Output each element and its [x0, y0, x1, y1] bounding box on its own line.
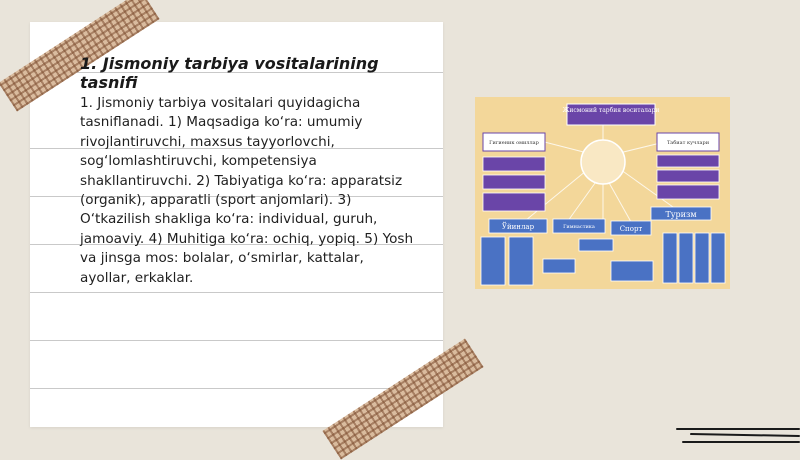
classification-diagram-image [475, 97, 730, 289]
decorative-pen-line [690, 433, 800, 437]
paper-rule [30, 388, 443, 389]
diagram-side-left-box-2 [509, 237, 533, 285]
diagram-tourism-label: Туризм [665, 210, 697, 219]
diagram-vertical-box [679, 233, 693, 283]
diagram-games-label: Ўйинлар [501, 223, 535, 231]
diagram-svg [475, 97, 730, 289]
diagram-right-box [657, 185, 719, 199]
decorative-pen-line [682, 441, 800, 443]
paper-rule [30, 292, 443, 293]
diagram-vertical-box [663, 233, 677, 283]
diagram-center-circle [581, 140, 625, 184]
decorative-pen-line [676, 428, 800, 430]
diagram-left-head-label: Гигиеник омиллар [489, 140, 539, 146]
diagram-side-left-box [481, 237, 505, 285]
diagram-gym-label: Гимнастика [563, 224, 595, 230]
diagram-left-box [483, 193, 545, 211]
paper-rule [30, 340, 443, 341]
diagram-vertical-box [695, 233, 709, 283]
diagram-left-box [483, 175, 545, 189]
diagram-sport-games-box [611, 261, 653, 281]
diagram-right-box [657, 155, 719, 167]
diagram-right-head-label: Табиат кучлари [666, 140, 710, 146]
diagram-top-label: Жисмоний тарбия воситалари [562, 107, 660, 114]
diagram-small-box [579, 239, 613, 251]
slide-body-text: 1. Jismoniy tarbiya vositalari quyidagicha tasniflanadi. 1) Maqsadiga ko‘ra: umumiy rivojlantiruvchi, maxsus tayyorlovchi, sog‘lomlashtiruvchi, kompetensiya shakllantiruvchi. 2) Tabiyatiga ko‘ra: apparatsiz (organik), apparatli (sport anjomlari). 3) O‘tkazilish shakliga ko‘ra: individual, guruh, jamoaviy. 4) Muhitiga ko‘ra: ochiq, yopiq. 5) Yosh va jinsga mos: bolalar, o‘smirlar, kattalar, ayollar, erkaklar. [80, 95, 414, 286]
diagram-vertical-box [711, 233, 725, 283]
diagram-right-box [657, 170, 719, 182]
diagram-bottom-box [543, 259, 575, 273]
slide-title: 1. Jismoniy tarbiya vositalarining tasnifi [80, 54, 379, 92]
diagram-sport-label: Спорт [619, 225, 643, 233]
diagram-left-box [483, 157, 545, 171]
